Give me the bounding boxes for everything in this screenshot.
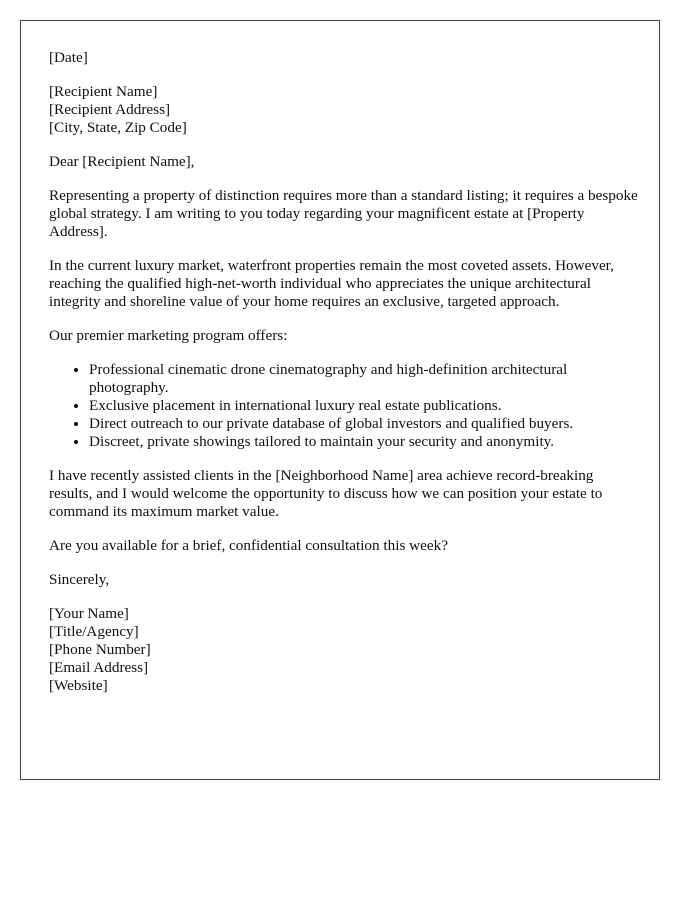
sign-off: Sincerely, — [49, 571, 110, 588]
salutation: Dear [Recipient Name], — [49, 153, 195, 170]
letter-frame — [20, 20, 660, 780]
recipient-block — [49, 83, 639, 137]
market-paragraph: In the current luxury market, waterfront properties remain the most coveted assets. However, reaching the qualified high-net-worth individual who appreciates the unique architectural integrity and shoreline value of your home requires an exclusive, targeted approach. — [49, 257, 614, 310]
program-item-drone: • Professional cinematic drone cinematography and high-definition architectural photography. — [89, 361, 639, 397]
signature-title-agency: [Title/Agency] — [49, 623, 139, 640]
program-item-showings: • Discreet, private showings tailored to maintain your security and anonymity. — [89, 433, 639, 451]
recipient-address: [Recipient Address] — [49, 101, 171, 118]
consultation-question: Are you available for a brief, confidential consultation this week? — [49, 537, 448, 554]
recipient-name: [Recipient Name] — [49, 83, 158, 100]
letter-date: [Date] — [49, 49, 88, 66]
program-list — [49, 361, 639, 451]
signature-website: [Website] — [49, 677, 108, 694]
program-item-outreach: • Direct outreach to our private database of global investors and qualified buyers. — [89, 415, 639, 433]
intro-paragraph: Representing a property of distinction requires more than a standard listing; it requires a bespoke global strategy. I am writing to you today regarding your magnificent estate at [Property Address]. — [49, 187, 638, 240]
program-item-publications: • Exclusive placement in international luxury real estate publications. — [89, 397, 639, 415]
signature-block — [49, 605, 639, 695]
signature-email: [Email Address] — [49, 659, 149, 676]
program-intro: Our premier marketing program offers: — [49, 327, 288, 344]
letter-body — [49, 49, 639, 711]
signature-phone: [Phone Number] — [49, 641, 151, 658]
signature-name: [Your Name] — [49, 605, 129, 622]
results-paragraph: I have recently assisted clients in the [Neighborhood Name] area achieve record-breaking results, and I would welcome the opportunity to discuss how we can position your estate to command its maximum market value. — [49, 467, 603, 520]
recipient-city-state-zip: [City, State, Zip Code] — [49, 119, 187, 136]
